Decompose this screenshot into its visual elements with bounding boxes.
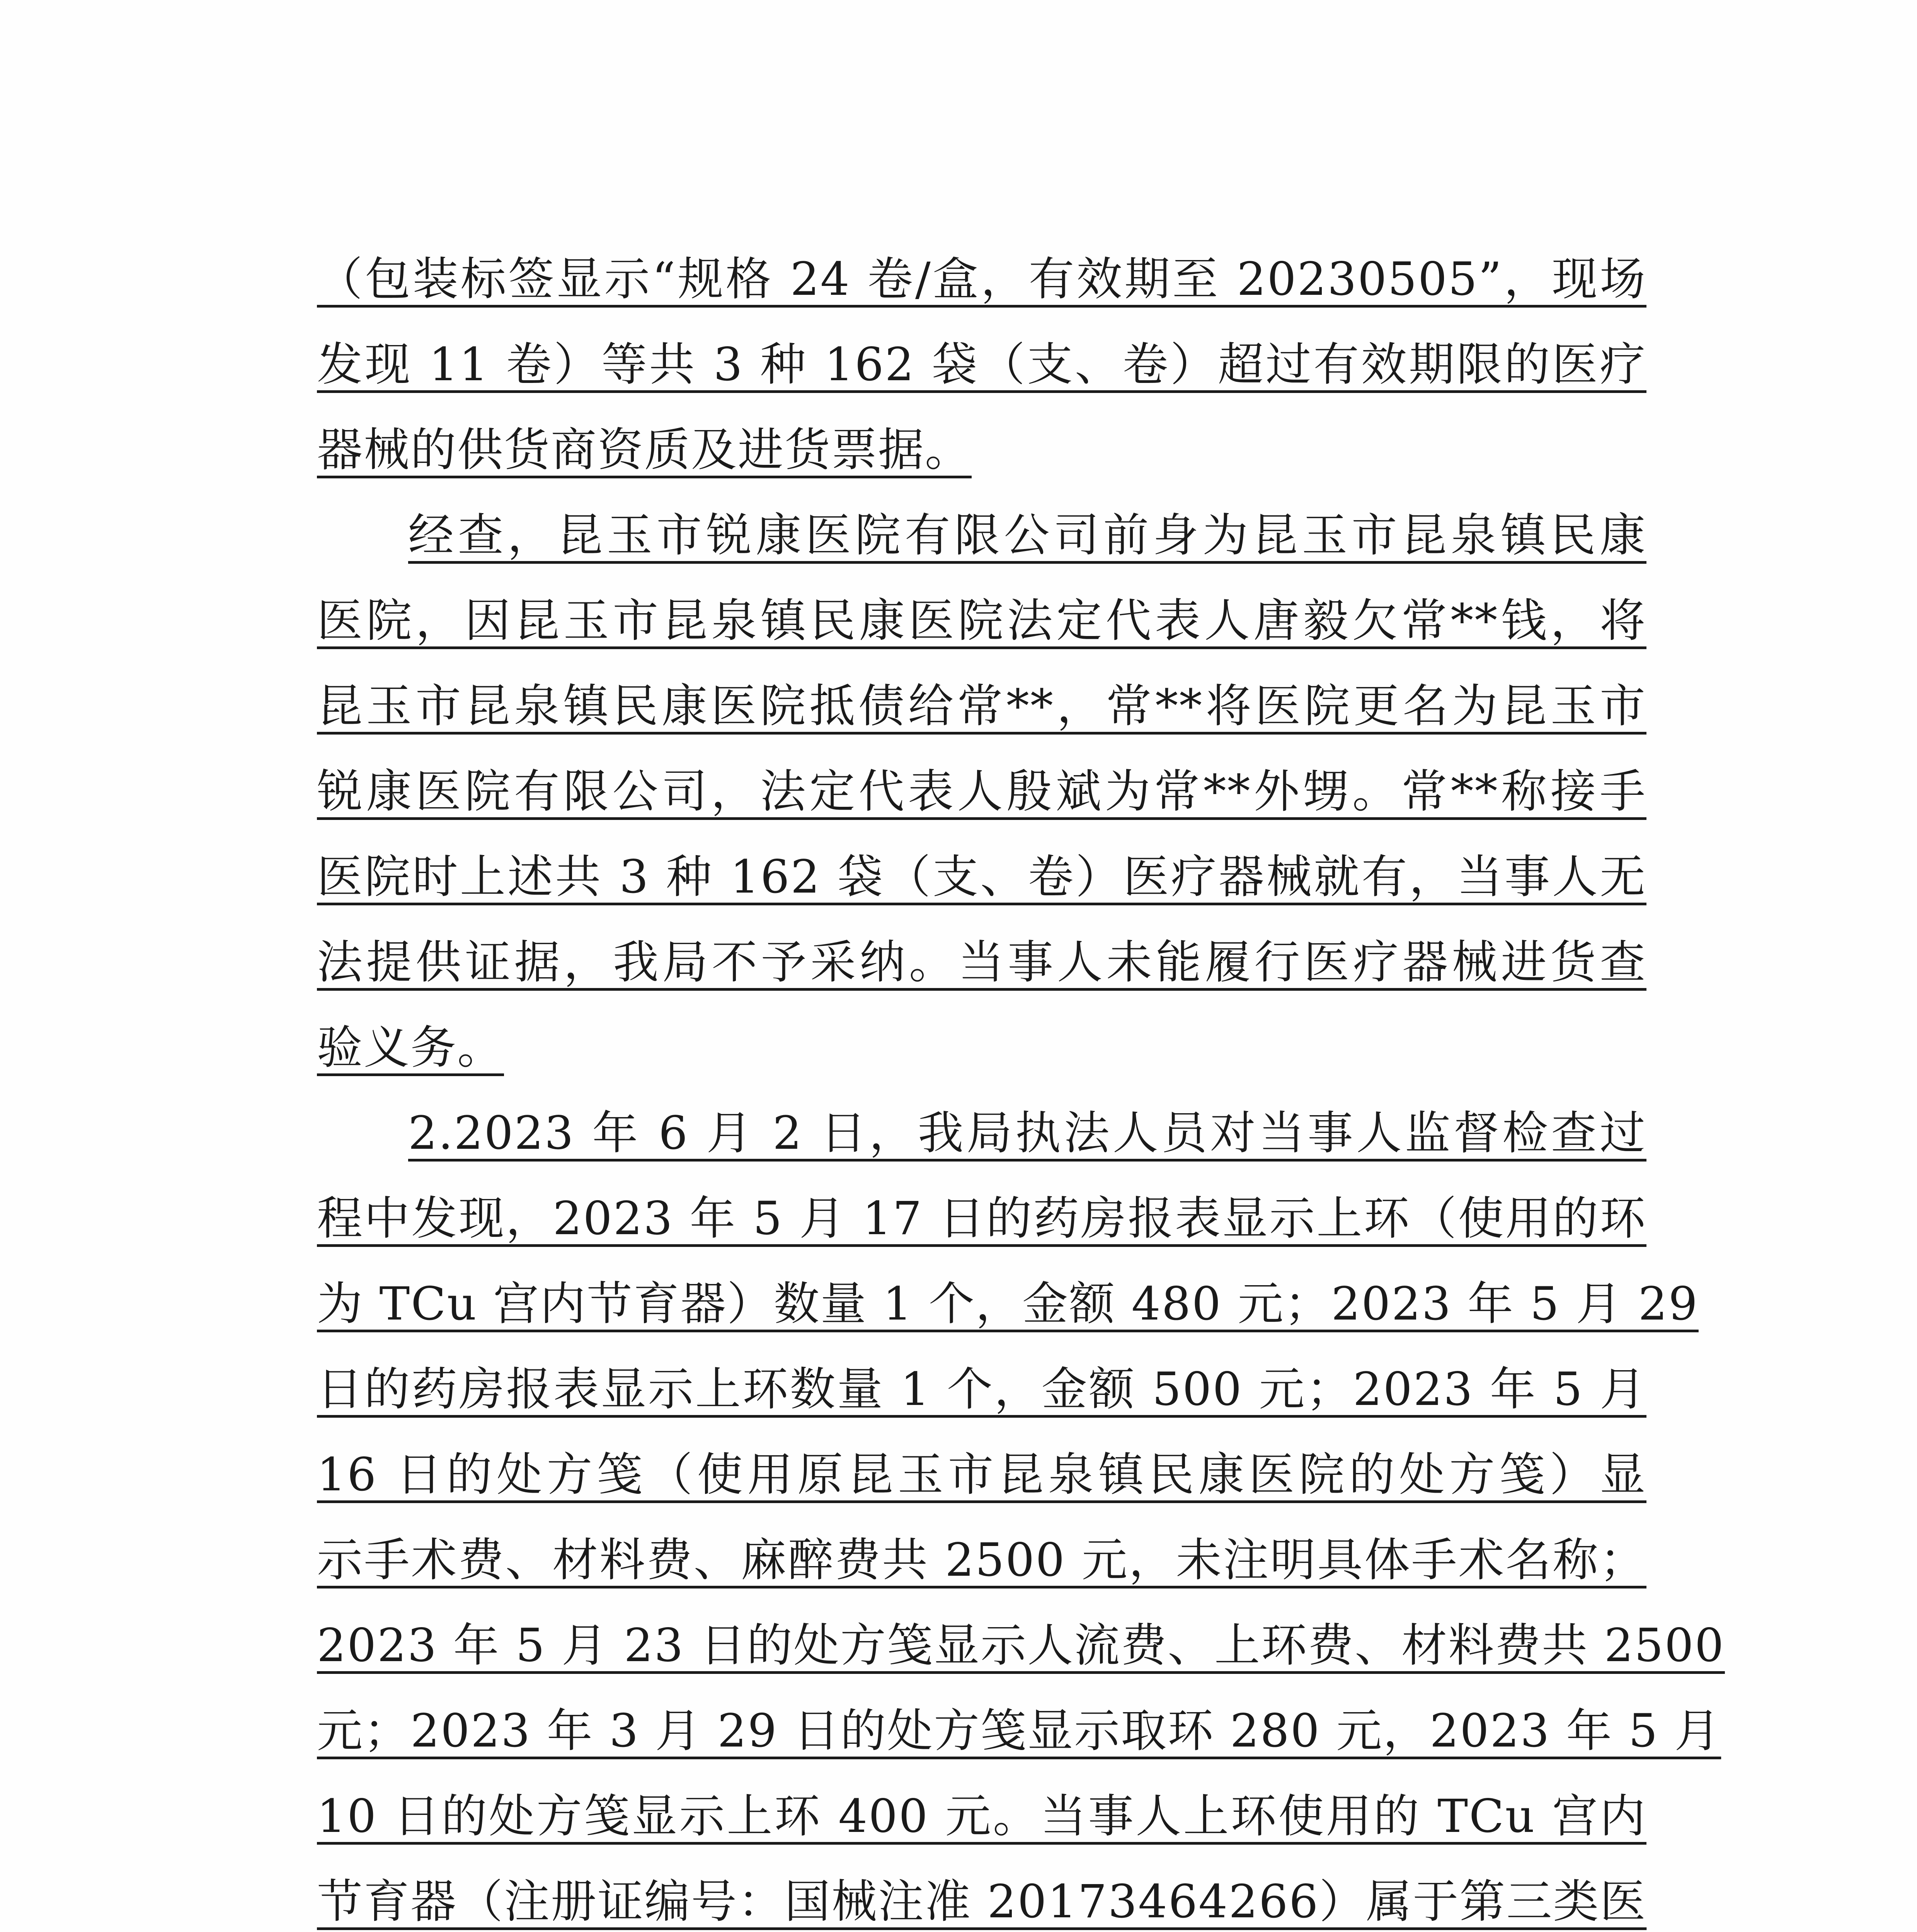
text-line: 节育器（注册证编号：国械注准 20173464266）属于第三类医 — [317, 1875, 1647, 1928]
text-line: 验义务。 — [317, 1021, 504, 1074]
body-text — [317, 236, 1725, 1932]
text-line: 昆玉市昆泉镇民康医院抵债给常**，常**将医院更名为昆玉市 — [317, 679, 1646, 733]
text-line: 医院，因昆玉市昆泉镇民康医院法定代表人唐毅欠常**钱，将 — [317, 594, 1646, 647]
text-line: 2.2023 年 6 月 2 日，我局执法人员对当事人监督检查过 — [408, 1106, 1646, 1160]
text-line: 2023 年 5 月 23 日的处方笺显示人流费、上环费、材料费共 2500 — [317, 1619, 1725, 1672]
text-line: 发现 11 卷）等共 3 种 162 袋（支、卷）超过有效期限的医疗 — [317, 338, 1646, 391]
text-line: 医院时上述共 3 种 162 袋（支、卷）医疗器械就有，当事人无 — [317, 850, 1646, 903]
text-line: 锐康医院有限公司，法定代表人殷斌为常**外甥。常**称接手 — [317, 765, 1646, 818]
text-line: 日的药房报表显示上环数量 1 个，金额 500 元；2023 年 5 月 — [317, 1362, 1646, 1416]
text-line: 为 TCu 宫内节育器）数量 1 个，金额 480 元；2023 年 5 月 29 — [317, 1277, 1699, 1330]
text-line: 示手术费、材料费、麻醉费共 2500 元，未注明具体手术名称； — [317, 1533, 1646, 1587]
text-line: 器械的供货商资质及进货票据。 — [317, 423, 972, 476]
text-line: 元；2023 年 3 月 29 日的处方笺显示取环 280 元，2023 年 5 月 — [317, 1704, 1721, 1757]
text-line: 经查，昆玉市锐康医院有限公司前身为昆玉市昆泉镇民康 — [408, 509, 1646, 562]
text-line: （包装标签显示“规格 24 卷/盒，有效期至 20230505”，现场 — [317, 252, 1646, 306]
text-line: 法提供证据，我局不予采纳。当事人未能履行医疗器械进货查 — [317, 935, 1646, 989]
text-line: 16 日的处方笺（使用原昆玉市昆泉镇民康医院的处方笺）显 — [317, 1448, 1646, 1501]
text-line: 10 日的处方笺显示上环 400 元。当事人上环使用的 TCu 宫内 — [317, 1789, 1646, 1843]
text-line: 程中发现，2023 年 5 月 17 日的药房报表显示上环（使用的环 — [317, 1192, 1646, 1245]
